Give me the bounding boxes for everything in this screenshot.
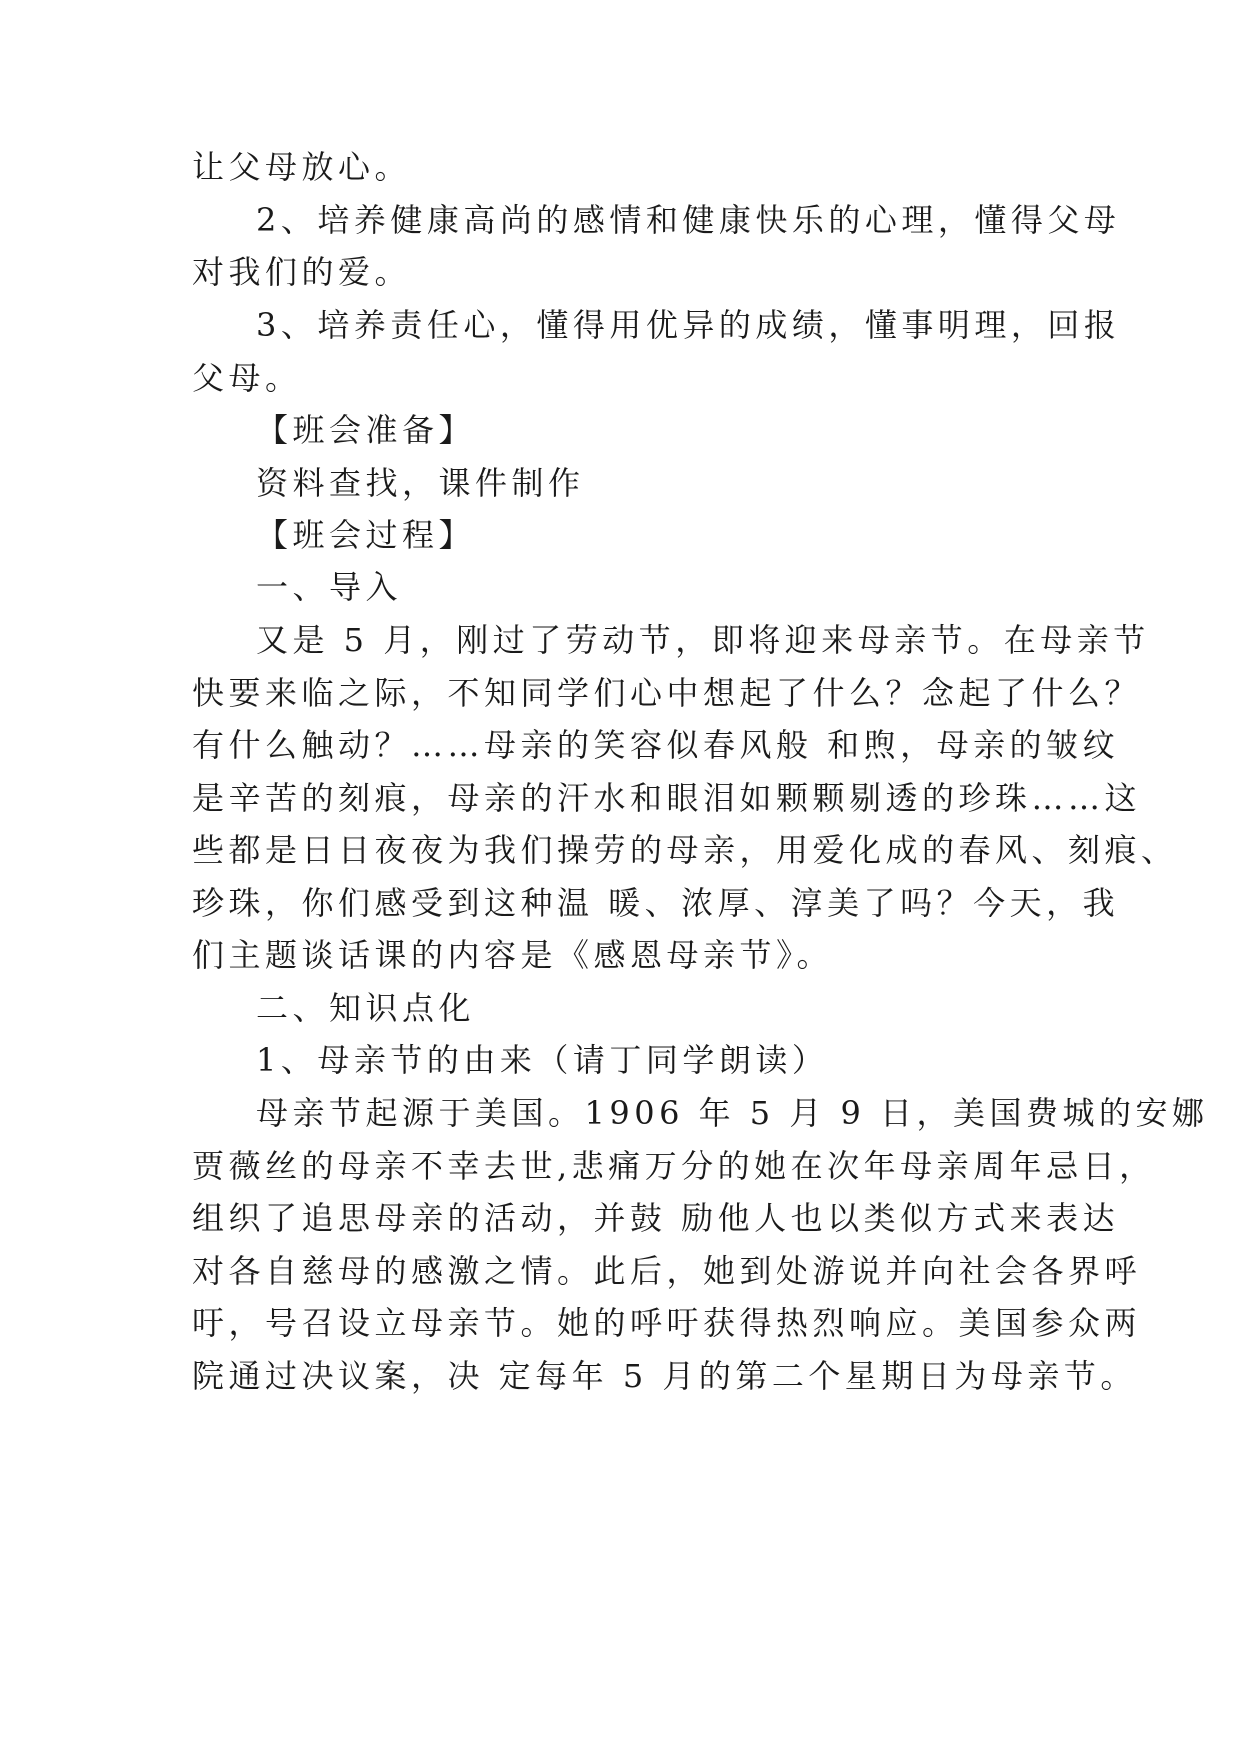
text-line: 院通过决议案，决 定每年 5 月的第二个星期日为母亲节。 (192, 1357, 1137, 1395)
text-line: 快要来临之际，不知同学们心中想起了什么？念起了什么？ (192, 674, 1142, 712)
section-heading: 【班会过程】 (256, 516, 476, 554)
text-line: 贾薇丝的母亲不幸去世,悲痛万分的她在次年母亲周年忌日， (192, 1147, 1156, 1185)
section-heading: 二、知识点化 (256, 989, 476, 1027)
text-line: 又是 5 月，刚过了劳动节，即将迎来母亲节。在母亲节 (256, 621, 1150, 659)
section-heading: 【班会准备】 (256, 411, 476, 449)
text-line: 是辛苦的刻痕，母亲的汗水和眼泪如颗颗剔透的珍珠……这 (192, 779, 1142, 817)
text-line: 些都是日日夜夜为我们操劳的母亲，用爱化成的春风、刻痕、 (192, 831, 1178, 869)
text-line: 3、培养责任心，懂得用优异的成绩，懂事明理，回报 (256, 306, 1121, 344)
text-line: 对我们的爱。 (192, 253, 412, 291)
text-line: 父母。 (192, 359, 302, 397)
section-heading: 一、导入 (256, 568, 403, 606)
text-line: 吁，号召设立母亲节。她的呼吁获得热烈响应。美国参众两 (192, 1304, 1142, 1342)
text-line: 资料查找，课件制作 (256, 464, 585, 502)
text-line: 母亲节起源于美国。1906 年 5 月 9 日，美国费城的安娜 (256, 1094, 1209, 1132)
text-line: 对各自慈母的感激之情。此后，她到处游说并向社会各界呼 (192, 1252, 1142, 1290)
text-line: 组织了追思母亲的活动，并鼓 励他人也以类似方式来表达 (192, 1199, 1120, 1237)
text-line: 们主题谈话课的内容是《感恩母亲节》。 (192, 936, 834, 974)
text-line: 2、培养健康高尚的感情和健康快乐的心理，懂得父母 (256, 201, 1121, 239)
text-line: 让父母放心。 (192, 148, 412, 186)
text-line: 珍珠，你们感受到这种温 暖、浓厚、淳美了吗？今天，我 (192, 884, 1120, 922)
text-line: 有什么触动？……母亲的笑容似春风般 和煦，母亲的皱纹 (192, 726, 1120, 764)
section-heading: 1、母亲节的由来（请丁同学朗读） (256, 1041, 829, 1079)
